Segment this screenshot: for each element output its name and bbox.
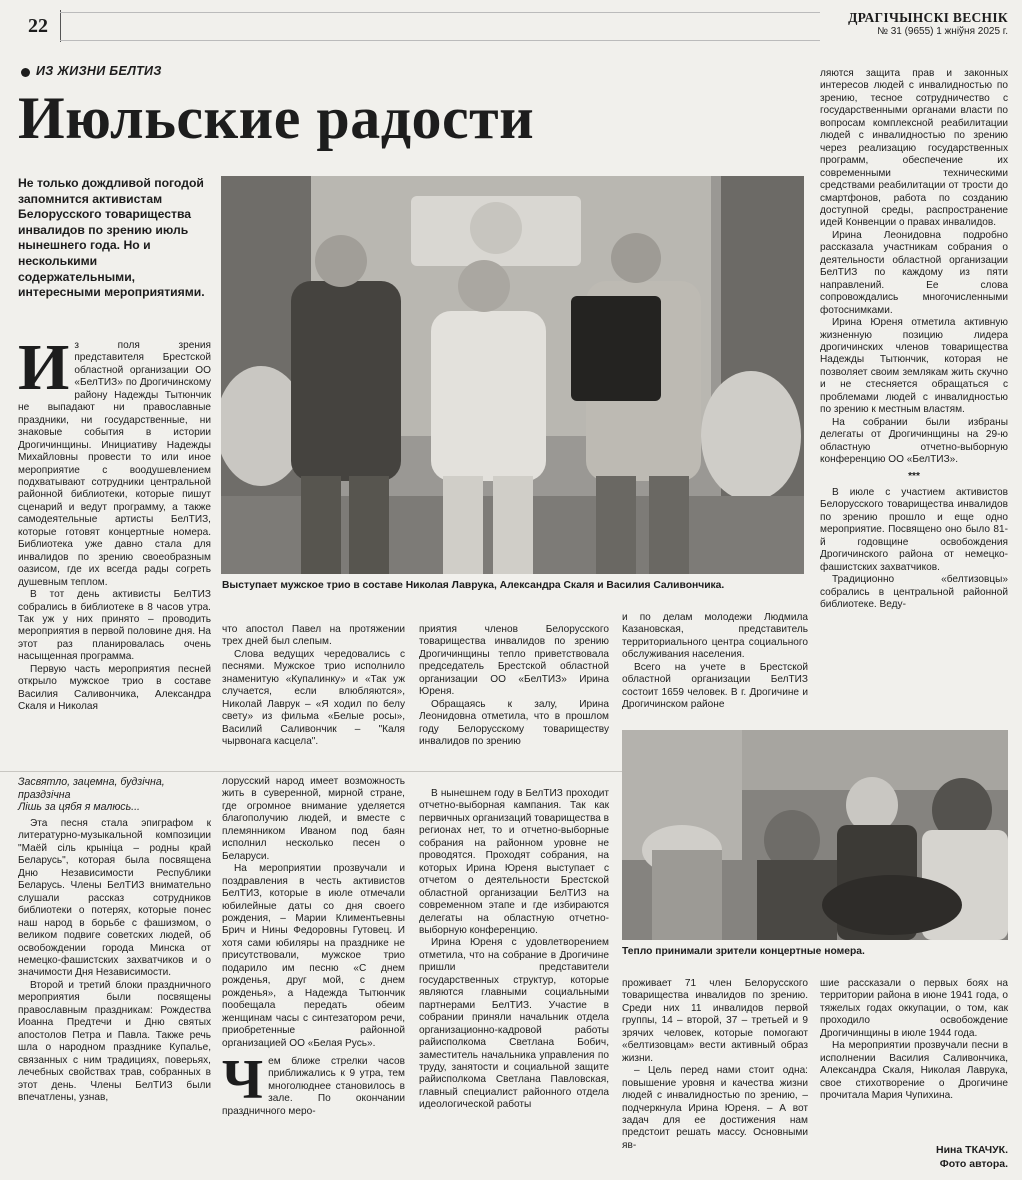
col5-paragraph-4: На собрании были избраны делегаты от Дрогичинщины на 29-ю областную отчетно-выборную конференцию ОО «БелТИЗ». xyxy=(820,416,1008,466)
col1-paragraph-3: Первую часть мероприятия песней открыло мужское трио в составе Василия Саливончика, Александра Скаля и Николая xyxy=(18,663,211,713)
header-rule xyxy=(60,12,820,13)
article-col2a xyxy=(222,624,405,768)
photo-male-trio xyxy=(221,176,804,574)
col5-paragraph-3: Ирина Юреня отметила активную жизненную позицию лидера дрогичинских членов товарищества Надежды Тытюнчик, которая не позволяет своим землякам жить скучно и не стесняется обращаться с проблемами людей с инвалидностью по зрению к местным властям. xyxy=(820,317,1008,416)
col5-paragraph-5: В июле с участием активистов Белорусского товарищества инвалидов по зрению прошло и еще одно мероприятие. Посвящено оно было 81-й годовщине освобождения Дрогичинского района от немецко-фашистских захватчиков. xyxy=(820,486,1008,573)
col1-paragraph-1: з поля зрения представителя Брестской областной организации ОО «БелТИЗ» по Дрогичинскому району Надежды Тытюнчик не выпадают ни православные праздники, ни государственные, ни знаковые события в истории Дрогичинщины. Инициативу Надежды Михайловны провести то или иное мероприятие с воодушевлением подхватывают сотрудники центральной районной библиотеки, которые пишут сценарий и ведут программу, а также самодеятельные артисты БелТИЗ, которые готовят концертные номера. Библиотека уже давно стала для инвалидов по зрению своеобразным оазисом, где их всегда рады согреть душевным теплом. xyxy=(18,340,211,588)
author-signature: Нина ТКАЧУК. xyxy=(936,1144,1008,1156)
col2b-paragraph-3: ем ближе стрелки часов приближались к 9 утра, тем многолюднее становилось в зале. По окончании праздничного меро- xyxy=(222,1055,405,1117)
col3b-paragraph-1: В нынешнем году в БелТИЗ проходит отчетно-выборная кампания. Так как первичных организаций товарищества в регионах нет, то и отчетно-выборные собрания на районном уровне не проводятся. Проходят собрания, на которых Ирина Юреня выступает с отчетом о деятельности Брестской областной организации БелТИЗ на современном этапе и где избираются делегаты на областную отчетно-выборную конференцию. xyxy=(419,788,609,936)
col4a-paragraph-1: и по делам молодежи Людмила Казановская, представитель территориального центра социального обслуживания населения. xyxy=(622,612,808,661)
header-rule-bottom xyxy=(60,40,820,41)
poem-line-1: Засвятло, зацемна, будзічна, праздзічна xyxy=(18,776,165,801)
newspaper-name: ДРАГІЧЫНСКІ ВЕСНІК xyxy=(848,10,1008,25)
poem-line-2: Лішь за цябя я малюсь... xyxy=(18,801,140,813)
col5b-paragraph-1: шие рассказали о первых боях на территории района в июне 1941 года, о тяжелых годах оккупации, о том, как проходило освобождение Дрогичинщины в июле 1944 года. xyxy=(820,978,1008,1039)
article-col3b xyxy=(419,788,609,1170)
col3b-paragraph-2: Ирина Юреня с удовлетворением отметила, что на собрание в Дрогичине пришли представители государственных структур, которые являются главными социальными партнерами БелТИЗ. Участие в собрании приняли начальник отдела организационно-кадровой работы райисполкома Светлана Бобич, заместитель начальника управления по труду, занятости и социальной защите райисполкома Светлана Павловская, главный специалист районного отдела идеологической работы xyxy=(419,937,609,1111)
photo2-caption: Тепло принимали зрители концертные номера. xyxy=(622,946,865,957)
col4b-paragraph-1: проживает 71 член Белорусского товарищества инвалидов по зрению. Среди них 11 инвалидов первой группы, 14 – второй, 37 – третьей и 9 зрячих человек, которые помогают «белтизовцам» вести активный образ жизни. xyxy=(622,978,808,1064)
dropcap-ch: Ч xyxy=(222,1048,264,1111)
col5-paragraph-2: Ирина Леонидовна подробно рассказала участникам собрания о деятельности областной организации БелТИЗ по каждому из пяти направлений. Ее слова сопровождались многочисленными фотоснимками. xyxy=(820,229,1008,316)
issue-info: № 31 (9655) 1 жніўня 2025 г. xyxy=(877,26,1008,37)
col5b-paragraph-2: На мероприятии прозвучали песни в исполнении Василия Саливончика, Александра Скаля, Николая Лаврука, свое стихотворение о Дрогичине прочитала Мария Чупихина. xyxy=(820,1040,1008,1102)
col1b-paragraph-2: Второй и третий блоки праздничного мероприятия были посвящены православным праздникам: Рождества Иоанна Предтечи и Дню святых апостолов Петра и Павла. Также речь шла о народном празднике Купалье, связанных с ним традициях, поверьях, лечебных свойствах трав, собранных в этот день. Члены БелТИЗ были впечатлены, узнав, xyxy=(18,979,211,1103)
page-number: 22 xyxy=(28,15,48,37)
photo-credit: Фото автора. xyxy=(939,1158,1008,1170)
photo-audience-image xyxy=(622,730,1008,940)
dropcap-i: И xyxy=(18,340,70,404)
rubric: ИЗ ЖИЗНИ БЕЛТИЗ xyxy=(36,64,162,78)
col3a-paragraph-1: приятия членов Белорусского товарищества инвалидов по зрению Дрогичинщины тепло приветствовала председатель Брестской областной организации ОО «БелТИЗ» Ирина Юреня. xyxy=(419,624,609,698)
article-col2b xyxy=(222,776,405,1170)
col5-paragraph-1: ляются защита прав и законных интересов людей с инвалидностью по зрению, тесное сотрудничество с государственными органами власти по вопросам комплексной реабилитации людей с инвалидностью по зрению через реализацию государственных программ, обеспечение их современными техническими средствами реабилитации от трости до смартфонов, работа по созданию доступной среды, распространение идей Конвенции о правах инвалидов. xyxy=(820,68,1008,229)
article-col1 xyxy=(18,340,211,768)
col1b-paragraph-1: Эта песня стала эпиграфом к литературно-музыкальной композиции "Маёй сіль крыніца – родны край Беларусь", которая была посвящена Дню Независимости Республики Беларусь. Члены БелТИЗ внимательно слушали рассказ сотрудников библиотеки о потерях, которые понес наш народ в борьбе с фашизмом, о великом подвиге советских людей, об освобождении города Минска от немецко-фашистских захватчиков и о значимости Дня Независимости. xyxy=(18,818,211,979)
col2a-paragraph-2: Слова ведущих чередовались с песнями. Мужское трио исполнило знаменитую «Купалинку» и «Так уж случается, если влюбляются», Николай Лаврук – «Я ходил по белу свету» из фильма «Белые росы», Василий Саливончик – "Каля чырвонага касцела". xyxy=(222,648,405,748)
col2b-paragraph-2: На мероприятии прозвучали и поздравления в честь активистов БелТИЗ, которые в июле отмечали юбилейные даты со дня своего рождения, – Марии Климентьевны Брич и Нины Федоровны Гутовец. И хотя сами юбиляры на празднике не присутствовали, мужское трио подарило им песню «С днем рожденья, друг мой, с днем рожденья», а Надежда Тытюнчик пообещала передать обеим женщинам часы с синтезатором речи, приобретенные районной организацией ОО «Белая Русь». xyxy=(222,863,405,1049)
section-stars: *** xyxy=(908,470,920,482)
headline: Июльские радости xyxy=(18,85,535,151)
col4a-paragraph-2: Всего на учете в Брестской областной организации БелТИЗ состоит 1659 человек. В г. Дрогичине и Дрогичинском районе xyxy=(622,661,808,711)
article-col1b xyxy=(18,818,211,1170)
article-col4b xyxy=(622,978,808,1170)
article-col4a xyxy=(622,612,808,724)
rubric-bullet xyxy=(21,68,30,77)
col5-paragraph-6: Традиционно «белтизовцы» собрались в центральной районной библиотеке. Веду- xyxy=(820,574,1008,611)
col4b-paragraph-2: – Цель перед нами стоит одна: повышение уровня и качества жизни людей с инвалидностью по зрению, – подчеркнула Ирина Юреня. – А вот задач для ее достижения нам предстоит решать массу. Основными яв- xyxy=(622,1065,808,1151)
photo1-caption: Выступает мужское трио в составе Николая Лаврука, Александра Скаля и Василия Саливончика. xyxy=(222,580,725,591)
page-fold xyxy=(0,771,622,772)
photo-audience xyxy=(622,730,1008,940)
header-divider xyxy=(60,10,61,42)
col2b-paragraph-1: лорусский народ имеет возможность жить в суверенной, мирной стране, где огромное внимание уделяется благополучию людей, и вместе с племянником Иваном под баян исполнил несколько песен о Беларуси. xyxy=(222,776,405,862)
col3a-paragraph-2: Обращаясь к залу, Ирина Леонидовна отметила, что в прошлом году Белорусскому товариществу инвалидов по зрению xyxy=(419,698,609,748)
article-col5 xyxy=(820,68,1008,728)
article-col5b xyxy=(820,978,1008,1138)
col1-paragraph-2: В тот день активисты БелТИЗ собрались в библиотеке в 8 часов утра. Так уж у них принято – проводить мероприятия в первой половине дня. На этот раз планировалась очень насыщенная программа. xyxy=(18,589,211,663)
lead-paragraph: Не только дождливой погодой запомнится активистам Белорусского товарищества инвалидов по зрению июль нынешнего года. Но и несколькими содержательными, интересными мероприятиями. xyxy=(18,176,205,300)
col2a-paragraph-1: что апостол Павел на протяжении трех дней был слепым. xyxy=(222,624,405,648)
article-col3a xyxy=(419,624,609,768)
photo-male-trio-image xyxy=(221,176,804,574)
